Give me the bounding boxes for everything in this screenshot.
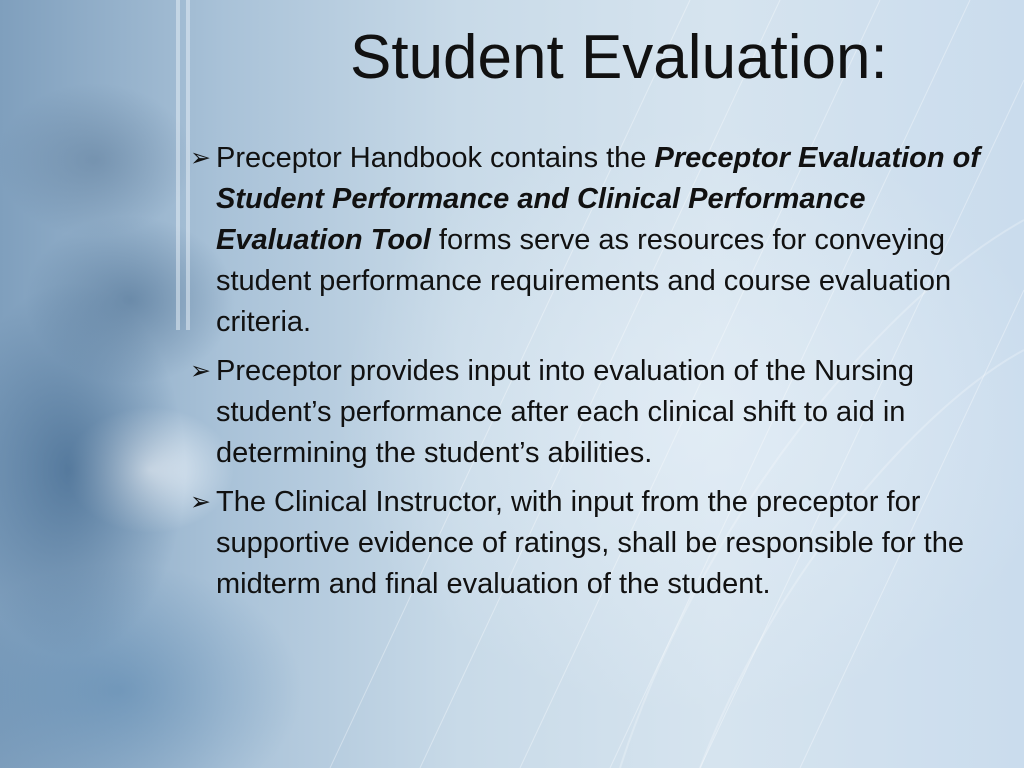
arrow-bullet-icon: ➢ [190,357,211,385]
bullet-1-emphasis: Preceptor Evaluation of Student Performance and Clinical Performance Evaluation Tool [216,142,981,256]
arrow-bullet-icon: ➢ [190,488,211,516]
bullet-item-1 [190,138,1000,343]
bullet-item-3 [190,482,1000,605]
bullet-3-text: The Clinical Instructor, with input from the preceptor for supportive evidence of ratings, shall be responsible for the midterm and final evaluation of the student. [216,486,964,600]
bullet-1-text-after: forms serve as resources for conveying student performance requirements and course evaluation criteria. [216,224,952,338]
slide-title: Student Evaluation: [350,23,888,92]
bullet-2-text: Preceptor provides input into evaluation of the Nursing student’s performance after each clinical shift to aid in determining the student’s abilities. [216,355,915,469]
bullet-list [190,138,1000,613]
bullet-1-text-before: Preceptor Handbook contains the [216,142,655,174]
bullet-item-2 [190,351,1000,474]
arrow-bullet-icon: ➢ [190,144,211,172]
